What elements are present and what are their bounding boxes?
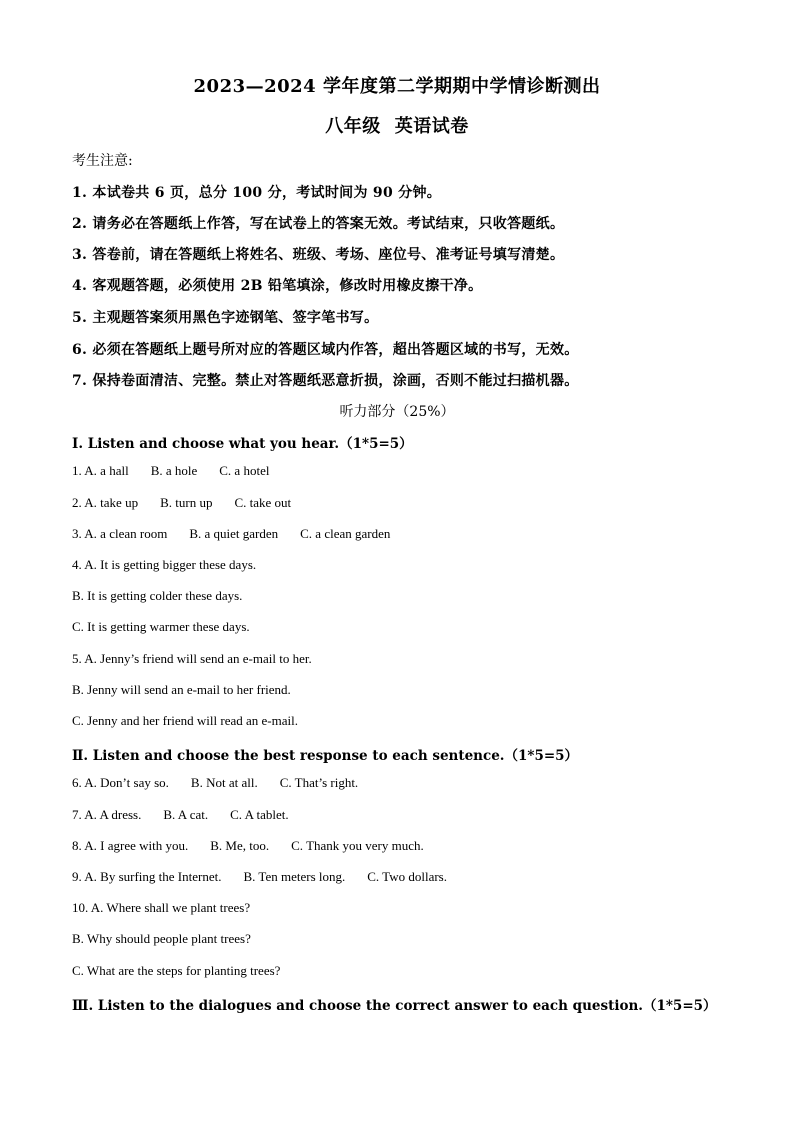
notice-item: 6. 必须在答题纸上题号所对应的答题区域内作答，超出答题区域的书写，无效。	[72, 342, 579, 358]
exam-subtitle	[0, 112, 794, 138]
question-8	[72, 838, 424, 854]
option-b: B. a quiet garden	[189, 526, 279, 541]
option-a: 3. A. a clean room	[72, 526, 168, 541]
notice-item: 5. 主观题答案须用黑色字迹钢笔、签字笔书写。	[72, 310, 379, 326]
option-b: B. A cat.	[163, 807, 209, 822]
option-c: C. a hotel	[219, 463, 270, 478]
question-4-option-a: 4. A. It is getting bigger these days.	[72, 557, 257, 572]
listening-heading: 听力部分（25%）	[339, 404, 455, 420]
question-10-option-b: B. Why should people plant trees?	[72, 931, 251, 946]
question-6	[72, 775, 358, 791]
question-1	[72, 463, 269, 479]
option-c: C. That’s right.	[279, 775, 359, 790]
question-5-option-b: B. Jenny will send an e-mail to her friend.	[72, 682, 291, 697]
option-c: C. Thank you very much.	[291, 838, 424, 853]
question-2	[72, 495, 291, 511]
notice-item: 1. 本试卷共 6 页，总分 100 分，考试时间为 90 分钟。	[72, 185, 442, 201]
notice-item: 2. 请务必在答题纸上作答，写在试卷上的答案无效。考试结束，只收答题纸。	[72, 216, 565, 232]
option-c: C. take out	[234, 495, 292, 510]
option-b: B. turn up	[160, 495, 213, 510]
option-b: B. Me, too.	[210, 838, 270, 853]
option-c: C. Two dollars.	[367, 869, 447, 884]
question-4-option-c: C. It is getting warmer these days.	[72, 619, 250, 634]
option-a: 9. A. By surfing the Internet.	[72, 869, 222, 884]
notice-item: 7. 保持卷面清洁、完整。禁止对答题纸恶意折损，涂画，否则不能过扫描机器。	[72, 373, 579, 389]
notice-heading: 考生注意:	[72, 153, 133, 169]
option-b: B. Not at all.	[190, 775, 258, 790]
notice-item: 4. 客观题答题，必须使用 2B 铅笔填涂，修改时用橡皮擦干净。	[72, 278, 483, 294]
exam-title: 2023—2024 学年度第二学期期中学情诊断测出	[193, 76, 601, 97]
subject-label: 英语试卷	[394, 116, 469, 137]
option-b: B. a hole	[150, 463, 198, 478]
question-3	[72, 526, 390, 542]
question-10-option-a: 10. A. Where shall we plant trees?	[72, 900, 251, 915]
option-a: 1. A. a hall	[72, 463, 129, 478]
question-4-option-b: B. It is getting colder these days.	[72, 588, 243, 603]
option-c: C. a clean garden	[300, 526, 391, 541]
question-7	[72, 807, 289, 823]
option-b: B. Ten meters long.	[243, 869, 346, 884]
question-5-option-c: C. Jenny and her friend will read an e-mail.	[72, 713, 298, 728]
option-a: 8. A. I agree with you.	[72, 838, 189, 853]
option-a: 7. A. A dress.	[72, 807, 142, 822]
question-9	[72, 869, 447, 885]
section-1-title: Ⅰ. Listen and choose what you hear.（1*5=5）	[72, 436, 413, 452]
section-3-title: Ⅲ. Listen to the dialogues and choose the correct answer to each question.（1*5=5）	[72, 998, 717, 1014]
notice-item: 3. 答卷前，请在答题纸上将姓名、班级、考场、座位号、准考证号填写清楚。	[72, 247, 565, 263]
question-5-option-a: 5. A. Jenny’s friend will send an e-mail to her.	[72, 651, 312, 666]
option-a: 6. A. Don’t say so.	[72, 775, 169, 790]
option-c: C. A tablet.	[230, 807, 289, 822]
option-a: 2. A. take up	[72, 495, 139, 510]
section-2-title: Ⅱ. Listen and choose the best response to each sentence.（1*5=5）	[72, 748, 579, 764]
grade-label: 八年级	[325, 116, 381, 137]
question-10-option-c: C. What are the steps for planting trees?	[72, 963, 281, 978]
